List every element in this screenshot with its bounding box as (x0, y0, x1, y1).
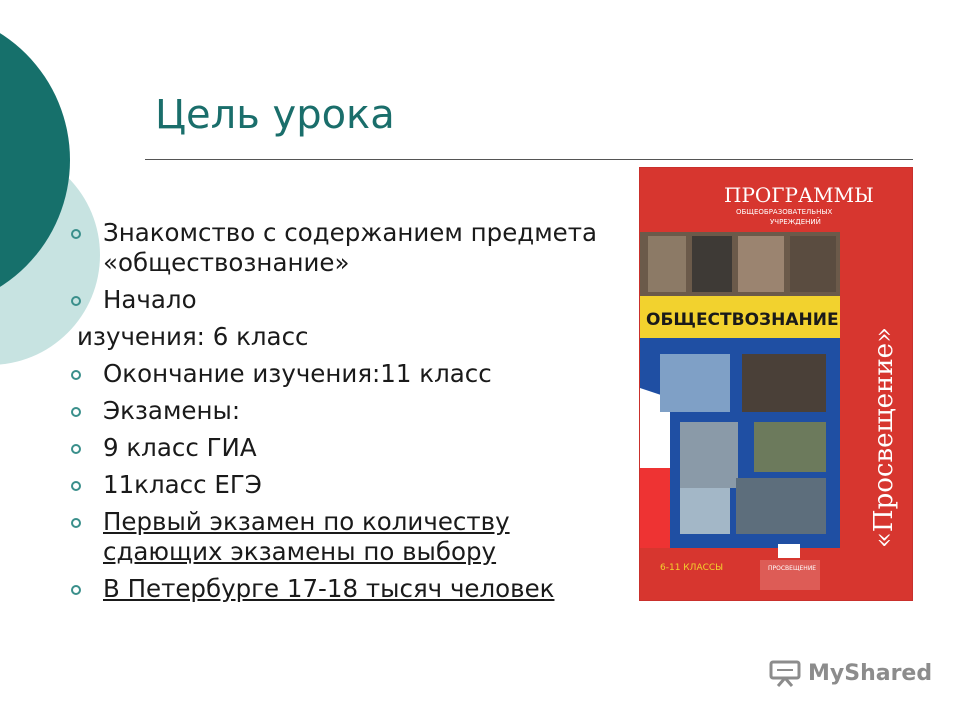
watermark-text: MyShared (808, 660, 933, 686)
bullet-marker-icon (71, 481, 81, 491)
watermark (768, 658, 932, 688)
title-divider (145, 159, 913, 160)
bullet-item-link[interactable]: В Петербурге 17-18 тысяч человек (68, 574, 628, 604)
bullet-item: 9 класс ГИА (68, 433, 628, 463)
slide-title: Цель урока (155, 92, 395, 138)
bullet-marker-icon (71, 229, 81, 239)
cover-series-title: ПРОГРАММЫ (724, 183, 874, 207)
bullet-list (68, 218, 628, 611)
cover-grades: 6-11 КЛАССЫ (660, 563, 724, 573)
cover-series-sub-2: УЧРЕЖДЕНИЙ (770, 218, 821, 226)
presentation-icon (768, 658, 802, 688)
cover-publisher-vertical: «Просвещение» (869, 327, 899, 548)
bullet-marker-icon (71, 296, 81, 306)
bullet-item: Экзамены: (68, 396, 628, 426)
cover-subject: ОБЩЕСТВОЗНАНИЕ (646, 310, 839, 330)
bullet-marker-icon (71, 518, 81, 528)
bullet-continuation: изучения: 6 класс (77, 322, 309, 351)
bullet-item-link[interactable]: Первый экзамен по количеству сдающих экзамены по выбору (68, 507, 628, 567)
bullet-marker-icon (71, 407, 81, 417)
bullet-marker-icon (71, 370, 81, 380)
cover-logo-text: ПРОСВЕЩЕНИЕ (768, 565, 817, 572)
bullet-marker-icon (71, 444, 81, 454)
cover-series-sub-1: ОБЩЕОБРАЗОВАТЕЛЬНЫХ (736, 208, 833, 216)
bullet-item: Начало (68, 285, 628, 315)
bullet-item: 11класс ЕГЭ (68, 470, 628, 500)
publisher-logo-icon (778, 544, 800, 558)
book-cover-image (640, 168, 912, 600)
bullet-marker-icon (71, 585, 81, 595)
bullet-item: Окончание изучения:11 класс (68, 359, 628, 389)
bullet-item: Знакомство с содержанием предмета «обществознание» (68, 218, 628, 278)
